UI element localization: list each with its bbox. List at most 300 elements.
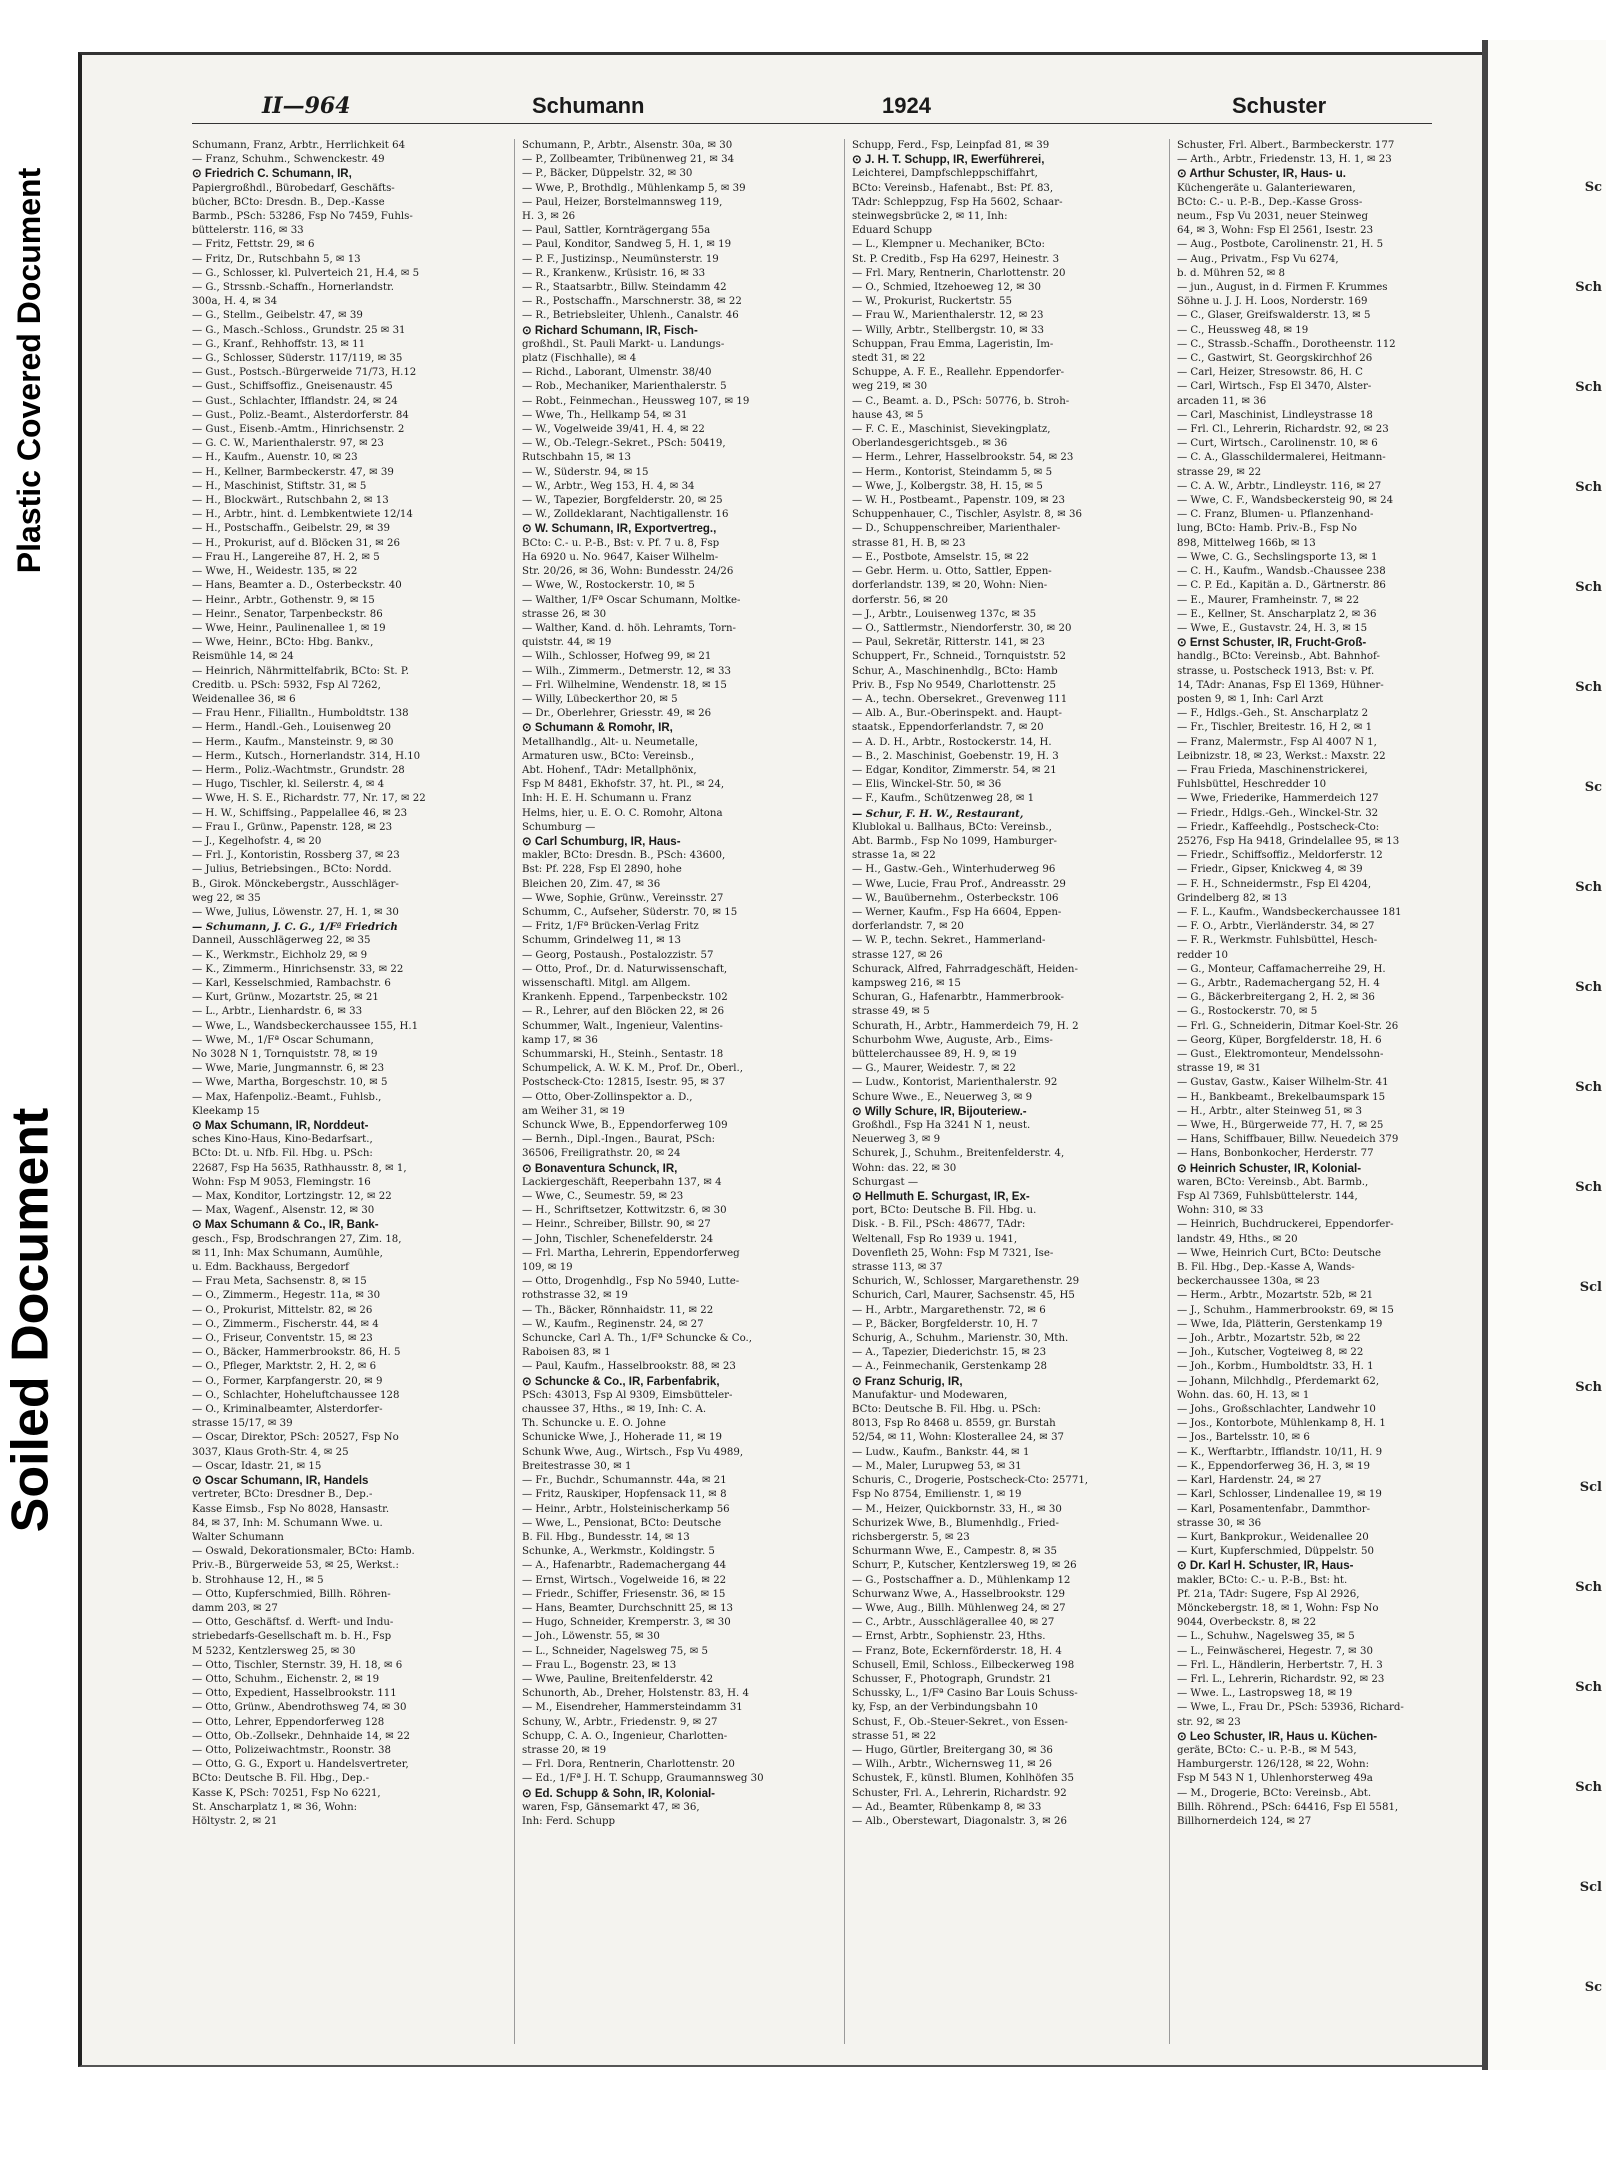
directory-entry: Schurbohm Wwe, Auguste, Arb., Eims- <box>852 1034 1053 1046</box>
directory-entry: Schumpelick, A. W. K. M., Prof. Dr., Oberl., <box>522 1063 744 1075</box>
directory-entry: — C., Glaser, Greifswalderstr. 13, ✉ 5 <box>1177 310 1371 322</box>
directory-entry: — Wwe, H., Weidestr. 135, ✉ 22 <box>192 566 358 578</box>
directory-entry: striebedarfs-Gesellschaft m. b. H., Fsp <box>192 1631 392 1643</box>
directory-entry: Schumm, Grindelweg 11, ✉ 13 <box>522 935 681 947</box>
directory-entry: — Frl. L., Händlerin, Herbertstr. 7, H. 3 <box>1177 1659 1383 1671</box>
directory-entry: Reismühle 14, ✉ 24 <box>192 651 294 663</box>
directory-entry: — H., Arbtr., hint. d. Lembkentwiete 12/14 <box>192 509 413 521</box>
directory-entry: — Hans, Beamter a. D., Osterbeckstr. 40 <box>192 580 402 592</box>
directory-entry: Kleekamp 15 <box>192 1105 260 1117</box>
directory-entry: Bleichen 20, Zim. 47, ✉ 36 <box>522 878 661 890</box>
directory-entry: — Frl. Martha, Lehrerin, Eppendorferweg <box>522 1247 740 1259</box>
directory-entry: — Georg, Küper, Borgfelderstr. 18, H. 6 <box>1177 1034 1382 1046</box>
directory-entry: makler, BCto: Dresdn. B., PSch: 43600, <box>522 850 726 862</box>
directory-entry: — O., Schlachter, Hoheluftchaussee 128 <box>192 1389 400 1401</box>
directory-entry: — Wilh., Schlosser, Hofweg 99, ✉ 21 <box>522 651 712 663</box>
directory-entry: — Carl, Heizer, Stresowstr. 86, H. C <box>1177 367 1363 379</box>
directory-entry: — Gust., Postsch.-Bürgerweide 71/73, H.12 <box>192 367 417 379</box>
directory-entry: — Edgar, Konditor, Zimmerstr. 54, ✉ 21 <box>852 764 1057 776</box>
directory-entry: — C. H., Kaufm., Wandsb.-Chaussee 238 <box>1177 566 1386 578</box>
directory-entry: — Walther, Kand. d. höh. Lehramts, Torn- <box>522 622 736 634</box>
directory-entry: — H., Arbtr., alter Steinweg 51, ✉ 3 <box>1177 1105 1363 1117</box>
directory-entry: — Fritz, Rauskiper, Hopfensack 11, ✉ 8 <box>522 1489 727 1501</box>
directory-entry: — C., Heussweg 48, ✉ 19 <box>1177 324 1309 336</box>
directory-entry: — Heinrich, Buchdruckerei, Eppendorfer- <box>1177 1219 1394 1231</box>
directory-entry: ⊙ Max Schumann & Co., IR, Bank- <box>192 1219 379 1232</box>
directory-entry: — E., Postbote, Amselstr. 15, ✉ 22 <box>852 551 1029 563</box>
directory-entry: — Schumann, J. C. G., 1/Fª Friedrich <box>192 921 398 934</box>
directory-entry: geräte, BCto: C.- u. P.-B., ✉ M 543, <box>1177 1744 1357 1756</box>
directory-entry: — G. C. W., Marienthalerstr. 97, ✉ 23 <box>192 438 384 450</box>
directory-entry: — R., Betriebsleiter, Uhlenh., Canalstr. 46 <box>522 310 739 322</box>
directory-entry: M 5232, Kentzlersweg 25, ✉ 30 <box>192 1645 356 1657</box>
directory-entry: Schunk Wwe, Aug., Wirtsch., Fsp Vu 4989, <box>522 1446 744 1458</box>
directory-entry: — Wwe, Heinr., Paulinenallee 1, ✉ 19 <box>192 622 386 634</box>
directory-entry: — C., Arbtr., Ausschlägerallee 40, ✉ 27 <box>852 1617 1055 1629</box>
directory-entry: — Ernst, Arbtr., Sophienstr. 23, Hths. <box>852 1631 1046 1643</box>
directory-entry: — Johs., Großschlachter, Landwehr 10 <box>1177 1404 1376 1416</box>
column-1 <box>192 139 507 2044</box>
directory-entry: Schustek, F., künstl. Blumen, Kohlhöfen 35 <box>852 1773 1074 1785</box>
directory-entry: — Ad., Beamter, Rübenkamp 8, ✉ 33 <box>852 1801 1042 1813</box>
directory-page <box>78 52 1484 2067</box>
directory-entry: Schuppan, Frau Emma, Lageristin, Im- <box>852 338 1054 350</box>
directory-entry: — Herm., Kutsch., Hornerlandstr. 314, H.10 <box>192 750 421 762</box>
directory-entry: ⊙ Oscar Schumann, IR, Handels <box>192 1475 369 1488</box>
directory-entry: rothstrasse 32, ✉ 19 <box>522 1290 628 1302</box>
directory-entry: — O., Zimmerm., Hegestr. 11a, ✉ 30 <box>192 1290 381 1302</box>
directory-entry: — Karl, Schlosser, Lindenallee 19, ✉ 19 <box>1177 1489 1382 1501</box>
directory-entry: Str. 20/26, ✉ 36, Wohn: Bundesstr. 24/26 <box>522 566 734 578</box>
directory-entry: Höltystr. 2, ✉ 21 <box>192 1815 278 1827</box>
directory-entry: — H., Blockwärt., Rutschbahn 2, ✉ 13 <box>192 495 389 507</box>
directory-entry: 9044, Overbeckstr. 8, ✉ 22 <box>1177 1617 1317 1629</box>
adjacent-page-fragment: Sch <box>1575 880 1602 895</box>
directory-entry: dorferlandstr. 139, ✉ 20, Wohn: Nien- <box>852 580 1048 592</box>
directory-entry: — H., Schriftsetzer, Kottwitzstr. 6, ✉ 30 <box>522 1205 727 1217</box>
directory-entry: — O., Former, Karpfangerstr. 20, ✉ 9 <box>192 1375 383 1387</box>
directory-entry: 8013, Fsp Ro 8468 u. 8559, gr. Burstah <box>852 1418 1056 1430</box>
directory-entry: — C. P. Ed., Kapitän a. D., Gärtnerstr. 86 <box>1177 580 1386 592</box>
directory-entry: PSch: 43013, Fsp Al 9309, Eimsbütteler- <box>522 1389 733 1401</box>
directory-entry: — Wwe, M., 1/Fª Oscar Schumann, <box>192 1034 374 1046</box>
directory-entry: — O., Schmied, Itzehoeweg 12, ✉ 30 <box>852 282 1042 294</box>
directory-entry: — Herm., Kaufm., Mansteinstr. 9, ✉ 30 <box>192 736 394 748</box>
directory-entry: — Curt, Wirtsch., Carolinenstr. 10, ✉ 6 <box>1177 438 1378 450</box>
directory-entry: Eduard Schupp <box>852 225 933 237</box>
directory-entry: — H. W., Schiffsing., Pappelallee 46, ✉ 23 <box>192 807 408 819</box>
directory-entry: 14, TAdr: Ananas, Fsp El 1369, Hühner- <box>1177 679 1384 691</box>
directory-entry: — Fr., Tischler, Breitestr. 16, H 2, ✉ 1 <box>1177 722 1373 734</box>
directory-entry: BCto: C.- u. P.-B., Dep.-Kasse Gross- <box>1177 196 1363 208</box>
directory-entry: Schumann, Franz, Arbtr., Herrlichkeit 64 <box>192 140 406 151</box>
directory-entry: — Herm., Kontorist, Steindamm 5, ✉ 5 <box>852 466 1053 478</box>
directory-entry: — C. Franz, Blumen- u. Pflanzenhand- <box>1177 509 1374 521</box>
directory-entry: Leibnizstr. 18, ✉ 23, Werkst.: Maxstr. 22 <box>1177 750 1386 762</box>
directory-entry: Schuster, Frl. A., Lehrerin, Richardstr. 92 <box>852 1787 1067 1799</box>
directory-entry: Söhne u. J. J. H. Loos, Norderstr. 169 <box>1177 296 1368 308</box>
directory-entry: — Karl, Kesselschmied, Rambachstr. 6 <box>192 977 391 989</box>
directory-entry: Kasse Eimsb., Fsp No 8028, Hansastr. <box>192 1503 390 1515</box>
directory-entry: Großhdl., Fsp Ha 3241 N 1, neust. <box>852 1120 1031 1132</box>
directory-entry: — Hugo, Tischler, kl. Seilerstr. 4, ✉ 4 <box>192 779 385 791</box>
directory-entry: — Heinr., Schreiber, Billstr. 90, ✉ 27 <box>522 1219 711 1231</box>
directory-entry: — L., Klempner u. Mechaniker, BCto: <box>852 239 1045 251</box>
directory-entry: — Frl. L., Lehrerin, Richardstr. 92, ✉ 23 <box>1177 1673 1385 1685</box>
directory-entry: — H., Prokurist, auf d. Blöcken 31, ✉ 26 <box>192 537 400 549</box>
directory-entry: Schunicke Wwe, J., Hoherade 11, ✉ 19 <box>522 1432 722 1444</box>
directory-entry: — Heinr., Senator, Tarpenbeckstr. 86 <box>192 608 383 620</box>
directory-entry: Krankenh. Eppend., Tarpenbeckstr. 102 <box>522 992 728 1004</box>
directory-entry: — C. A. W., Arbtr., Lindleystr. 116, ✉ 27 <box>1177 480 1382 492</box>
directory-entry: — Aug., Privatm., Fsp Vu 6274, <box>1177 253 1339 265</box>
directory-entry: Rutschbahn 15, ✉ 13 <box>522 452 631 464</box>
directory-entry: — M., Maler, Lurupweg 53, ✉ 31 <box>852 1460 1022 1472</box>
directory-entry: — Joh., Arbtr., Mozartstr. 52b, ✉ 22 <box>1177 1333 1361 1345</box>
directory-entry: — Frl. J., Kontoristin, Rossberg 37, ✉ 23 <box>192 850 400 862</box>
directory-entry: — Gust., Eisenb.-Amtm., Hinrichsenstr. 2 <box>192 424 405 436</box>
directory-entry: Schust, F., Ob.-Steuer-Sekret., von Essen- <box>852 1716 1068 1728</box>
directory-entry: — Rob., Mechaniker, Marienthalerstr. 5 <box>522 381 727 393</box>
directory-entry: waren, Fsp, Gänsemarkt 47, ✉ 36, <box>522 1801 700 1813</box>
directory-entry: — Paul, Sattler, Kornträgergang 55a <box>522 225 711 237</box>
directory-entry: — W., Tapezier, Borgfelderstr. 20, ✉ 25 <box>522 495 723 507</box>
directory-entry: waren, BCto: Vereinsb., Abt. Barmb., <box>1177 1176 1369 1188</box>
directory-entry: — Robt., Feinmechan., Heussweg 107, ✉ 19 <box>522 395 750 407</box>
directory-entry: — Carl, Wirtsch., Fsp El 3470, Alster- <box>1177 381 1372 393</box>
directory-entry: — Gust., Schiffsoffiz., Gneisenaustr. 45 <box>192 381 393 393</box>
directory-entry: — F., Kaufm., Schützenweg 28, ✉ 1 <box>852 793 1035 805</box>
directory-entry: — Walther, 1/Fª Oscar Schumann, Moltke- <box>522 594 741 606</box>
directory-entry: Schusell, Emil, Schloss., Eilbeckerweg 198 <box>852 1659 1075 1671</box>
directory-entry: — John, Tischler, Schenefelderstr. 24 <box>522 1233 714 1245</box>
directory-entry: — M., Eisendreher, Hammersteindamm 31 <box>522 1702 743 1714</box>
directory-entry: — O., Friseur, Conventstr. 15, ✉ 23 <box>192 1333 373 1345</box>
directory-entry: makler, BCto: C.- u. P.-B., Bst: ht. <box>1177 1574 1348 1586</box>
directory-entry: Schurack, Alfred, Fahrradgeschäft, Heiden- <box>852 963 1078 975</box>
directory-entry: ⊙ Bonaventura Schunck, IR, <box>522 1162 678 1175</box>
directory-entry: Schurig, A., Schuhm., Marienstr. 30, Mth. <box>852 1333 1069 1345</box>
directory-entry: — Gust., Schlachter, Ifflandstr. 24, ✉ 24 <box>192 395 398 407</box>
directory-entry: Wohn. das. 60, H. 13, ✉ 1 <box>1177 1389 1310 1401</box>
directory-entry: Fsp M 543 N 1, Uhlenhorsterweg 49a <box>1177 1773 1373 1785</box>
directory-entry: 22687, Fsp Ha 5635, Rathhausstr. 8, ✉ 1, <box>192 1162 407 1174</box>
directory-entry: — Frl. Cl., Lehrerin, Richardstr. 92, ✉ 23 <box>1177 424 1389 436</box>
directory-entry: — F. L., Kaufm., Wandsbeckerchaussee 181 <box>1177 906 1402 918</box>
directory-entry: 36506, Freiligrathstr. 20, ✉ 24 <box>522 1148 681 1160</box>
directory-entry: 52/54, ✉ 11, Wohn: Klosterallee 24, ✉ 37 <box>852 1432 1065 1444</box>
directory-entry: — C., Strassb.-Schaffn., Dorotheenstr. 112 <box>1177 338 1396 350</box>
directory-entry: Schuris, C., Drogerie, Postscheck-Cto: 25771, <box>852 1475 1089 1487</box>
directory-entry: 898, Mittelweg 166b, ✉ 13 <box>1177 537 1316 549</box>
directory-entry: St. P. Creditb., Fsp Ha 6297, Heinestr. 3 <box>852 253 1060 265</box>
directory-entry: — Wwe, J., Kolbergstr. 38, H. 15, ✉ 5 <box>852 480 1043 492</box>
directory-entry: Küchengeräte u. Galanteriewaren, <box>1177 182 1356 194</box>
directory-entry: Priv. B., Fsp No 9549, Charlottenstr. 25 <box>852 679 1056 691</box>
directory-entry: landstr. 49, Hths., ✉ 20 <box>1177 1233 1298 1245</box>
directory-entry: Schur, A., Maschinenhdlg., BCto: Hamb <box>852 665 1058 677</box>
directory-entry: ⊙ Willy Schure, IR, Bijouteriew.- <box>852 1105 1027 1118</box>
directory-entry: — A., Hafenarbtr., Rademachergang 44 <box>522 1560 727 1572</box>
directory-entry: — Friedr., Schiffsoffiz., Meldorferstr. 12 <box>1177 850 1383 862</box>
directory-entry: Schupp, Ferd., Fsp, Leinpfad 81, ✉ 39 <box>852 140 1050 151</box>
directory-entry: — G., Bäckerbreitergang 2, H. 2, ✉ 36 <box>1177 992 1375 1004</box>
directory-entry: — Gustav, Gastw., Kaiser Wilhelm-Str. 41 <box>1177 1077 1389 1089</box>
directory-entry: — Oswald, Dekorationsmaler, BCto: Hamb. <box>192 1546 415 1558</box>
directory-entry: — Fritz, 1/Fª Brücken-Verlag Fritz <box>522 921 699 933</box>
plastic-covered-document-label: Plastic Covered Document <box>11 167 48 573</box>
adjacent-page-fragment: Sch <box>1575 680 1602 695</box>
directory-entry: Schuncke, Carl A. Th., 1/Fª Schuncke & Co., <box>522 1333 752 1345</box>
directory-entry: Billhornerdeich 124, ✉ 27 <box>1177 1815 1312 1827</box>
directory-entry: — Wwe, Aug., Billh. Mühlenweg 24, ✉ 27 <box>852 1602 1066 1614</box>
directory-entry: — W. P., techn. Sekret., Hammerland- <box>852 935 1046 947</box>
directory-entry: ⊙ Max Schumann, IR, Norddeut- <box>192 1120 369 1133</box>
directory-entry: — Herm., Poliz.-Wachtmstr., Grundstr. 28 <box>192 764 405 776</box>
directory-entry: — Wwe, Heinrich Curt, BCto: Deutsche <box>1177 1247 1382 1259</box>
directory-entry: — L., Schuhw., Nagelsweg 35, ✉ 5 <box>1177 1631 1355 1643</box>
adjacent-page-fragment: Sch <box>1575 1580 1602 1595</box>
directory-entry: — Otto, Schuhm., Eichenstr. 2, ✉ 19 <box>192 1673 380 1685</box>
adjacent-page-fragment: Sch <box>1575 1780 1602 1795</box>
directory-entry: — Otto, Kupferschmied, Billh. Röhren- <box>192 1588 391 1600</box>
directory-entry: — J., Arbtr., Louisenweg 137c, ✉ 35 <box>852 608 1037 620</box>
directory-entry: Schuster, Frl. Albert., Barmbeckerstr. 177 <box>1177 140 1395 151</box>
directory-entry: ky, Fsp, an der Verbindungsbahn 10 <box>852 1702 1038 1714</box>
directory-entry: — Alb., Oberstewart, Diagonalstr. 3, ✉ 26 <box>852 1815 1067 1827</box>
directory-entry: 84, ✉ 37, Inh: M. Schumann Wwe. u. <box>192 1517 383 1529</box>
directory-entry: — Otto, G. G., Export u. Handelsvertreter, <box>192 1759 409 1771</box>
directory-entry: — G., Kranf., Rehhoffstr. 13, ✉ 11 <box>192 338 366 350</box>
directory-entry: 64, ✉ 3, Wohn: Fsp El 2561, Isestr. 23 <box>1177 225 1374 237</box>
directory-entry: Schurath, H., Arbtr., Hammerdeich 79, H. 2 <box>852 1020 1079 1032</box>
directory-entry: — Frau L., Bogenstr. 23, ✉ 13 <box>522 1659 677 1671</box>
column-divider <box>844 139 845 2044</box>
directory-entry: — A., Tapezier, Diederichstr. 15, ✉ 23 <box>852 1347 1047 1359</box>
directory-entry: ⊙ Ernst Schuster, IR, Frucht-Groß- <box>1177 637 1367 650</box>
directory-entry: — C., Gastwirt, St. Georgskirchhof 26 <box>1177 353 1373 365</box>
directory-entry: — Willy, Lübeckerthor 20, ✉ 5 <box>522 693 678 705</box>
directory-entry: — Otto, Prof., Dr. d. Naturwissenschaft, <box>522 963 728 975</box>
directory-entry: Hamburgerstr. 126/128, ✉ 22, Wohn: <box>1177 1759 1370 1771</box>
directory-entry: — Kurt, Bankprokur., Weidenallee 20 <box>1177 1531 1369 1543</box>
directory-entry: Wohn: 310, ✉ 33 <box>1177 1205 1264 1217</box>
directory-entry: — Kurt, Grünw., Mozartstr. 25, ✉ 21 <box>192 992 379 1004</box>
directory-entry: — Gebr. Herm. u. Otto, Sattler, Eppen- <box>852 566 1052 578</box>
directory-entry: am Weiher 31, ✉ 19 <box>522 1105 625 1117</box>
directory-entry: — Franz, Bote, Eckernförderstr. 18, H. 4 <box>852 1645 1062 1657</box>
directory-entry: — Otto, Ob.-Zollsekr., Dehnhaide 14, ✉ 22 <box>192 1730 410 1742</box>
directory-entry: — M., Heizer, Quickbornstr. 33, H., ✉ 30 <box>852 1503 1062 1515</box>
directory-entry: — H., Postschaffn., Geibelstr. 29, ✉ 39 <box>192 523 390 535</box>
header-year: 1924 <box>882 93 931 118</box>
directory-entry: — Alb. A., Bur.-Oberinspekt. and. Haupt- <box>852 708 1062 720</box>
directory-entry: Schurgast — <box>852 1176 919 1188</box>
directory-entry: — Joh., Korbm., Humboldtstr. 33, H. 1 <box>1177 1361 1374 1373</box>
directory-entry: ⊙ Richard Schumann, IR, Fisch- <box>522 324 698 337</box>
directory-entry: — Jos., Kontorbote, Mühlenkamp 8, H. 1 <box>1177 1418 1386 1430</box>
column-divider <box>514 139 515 2044</box>
directory-entry: — Frau Meta, Sachsenstr. 8, ✉ 15 <box>192 1276 367 1288</box>
directory-entry: Schummer, Walt., Ingenieur, Valentins- <box>522 1020 723 1032</box>
directory-entry: — Otto, Lehrer, Eppendorferweg 128 <box>192 1716 385 1728</box>
directory-entry: — Wwe, L., Frau Dr., PSch: 53936, Richard- <box>1177 1702 1404 1714</box>
directory-entry: ⊙ J. H. T. Schupp, IR, Ewerführerei, <box>852 154 1045 167</box>
directory-entry: — Herm., Arbtr., Mozartstr. 52b, ✉ 21 <box>1177 1290 1374 1302</box>
directory-entry: — J., Kegelhofstr. 4, ✉ 20 <box>192 835 322 847</box>
adjacent-page-fragment: Scl <box>1579 1280 1602 1295</box>
directory-entry: posten 9, ✉ 1, Inh: Carl Arzt <box>1177 693 1324 705</box>
directory-entry: — Gust., Poliz.-Beamt., Alsterdorferstr. 84 <box>192 409 409 421</box>
directory-entry: Schuran, G., Hafenarbtr., Hammerbrook- <box>852 992 1064 1004</box>
directory-entry: — H., Bankbeamt., Brekelbaumspark 15 <box>1177 1091 1386 1103</box>
directory-entry: TAdr: Schleppzug, Fsp Ha 5602, Schaar- <box>852 196 1063 208</box>
directory-entry: Schunorth, Ab., Dreher, Holstenstr. 83, H. 4 <box>522 1688 749 1700</box>
directory-entry: — H., Arbtr., Margarethenstr. 72, ✉ 6 <box>852 1304 1046 1316</box>
directory-entry: — Max, Wagenf., Alsenstr. 12, ✉ 30 <box>192 1205 375 1217</box>
adjacent-page-fragment: Sc <box>1584 1980 1602 1995</box>
directory-entry: richsbergerstr. 5, ✉ 23 <box>852 1531 970 1543</box>
directory-entry: strasse 15/17, ✉ 39 <box>192 1418 293 1430</box>
directory-entry: strasse 127, ✉ 26 <box>852 949 943 961</box>
directory-entry: — Frl. Mary, Rentnerin, Charlottenstr. 20 <box>852 267 1066 279</box>
directory-entry: — Wwe, L., Pensionat, BCto: Deutsche <box>522 1517 722 1529</box>
directory-entry: weg 219, ✉ 30 <box>852 381 928 393</box>
directory-entry: Schuny, W., Arbtr., Friedenstr. 9, ✉ 27 <box>522 1716 718 1728</box>
adjacent-page-fragment: Sc <box>1584 180 1602 195</box>
directory-entry: Dovenfleth 25, Wohn: Fsp M 7321, Ise- <box>852 1247 1054 1259</box>
directory-entry: — Werner, Kaufm., Fsp Ha 6604, Eppen- <box>852 906 1062 918</box>
directory-entry: — Joh., Löwenstr. 55, ✉ 30 <box>522 1631 660 1643</box>
directory-entry: — Frl. Dora, Rentnerin, Charlottenstr. 20 <box>522 1759 735 1771</box>
directory-entry: ⊙ Schuncke & Co., IR, Farbenfabrik, <box>522 1375 720 1388</box>
column-4 <box>1177 139 1492 2044</box>
directory-entry: — Julius, Betriebsingen., BCto: Nordd. <box>192 864 392 876</box>
directory-entry: — Frl. Wilhelmine, Wendenstr. 18, ✉ 15 <box>522 679 727 691</box>
directory-entry: Neuerweg 3, ✉ 9 <box>852 1134 941 1146</box>
directory-entry: — G., Maurer, Weidestr. 7, ✉ 22 <box>852 1063 1016 1075</box>
directory-entry: — H., Maschinist, Stiftstr. 31, ✉ 5 <box>192 480 367 492</box>
directory-entry: gesch., Fsp, Brodschrangen 27, Zim. 18, <box>192 1233 402 1245</box>
directory-entry: ⊙ Leo Schuster, IR, Haus u. Küchen- <box>1177 1730 1378 1743</box>
directory-entry: Raboisen 83, ✉ 1 <box>522 1347 611 1359</box>
directory-entry: — O., Bäcker, Hammerbrookstr. 86, H. 5 <box>192 1347 401 1359</box>
directory-entry: — W., Süderstr. 94, ✉ 15 <box>522 466 649 478</box>
directory-entry: neum., Fsp Vu 2031, neuer Steinweg <box>1177 211 1368 223</box>
directory-entry: Ha 6920 u. No. 9647, Kaiser Wilhelm- <box>522 551 719 563</box>
directory-entry: strasse 51, ✉ 22 <box>852 1730 937 1742</box>
directory-entry: ✉ 11, Inh: Max Schumann, Aumühle, <box>192 1247 383 1259</box>
directory-entry: — K., Zimmerm., Hinrichsenstr. 33, ✉ 22 <box>192 963 404 975</box>
directory-entry: — C. A., Glasschildermalerei, Heitmann- <box>1177 452 1386 464</box>
directory-entry: — Wwe, C. F., Wandsbeckersteig 90, ✉ 24 <box>1177 495 1394 507</box>
directory-entry: — Fr., Buchdr., Schumannstr. 44a, ✉ 21 <box>522 1475 727 1487</box>
directory-entry: Barmb., PSch: 53286, Fsp No 7459, Fuhls- <box>192 211 413 223</box>
directory-entry: — D., Schuppenschreiber, Marienthaler- <box>852 523 1061 535</box>
directory-entry: — Heinr., Arbtr., Gothenstr. 9, ✉ 15 <box>192 594 375 606</box>
directory-entry: BCto: Deutsche B. Fil. Hbg. u. PSch: <box>852 1404 1041 1416</box>
directory-entry: strasse 49, ✉ 5 <box>852 1006 930 1018</box>
directory-entry: — Paul, Kaufm., Hasselbrookstr. 88, ✉ 23 <box>522 1361 736 1373</box>
directory-entry: — R., Postschaffn., Marschnerstr. 38, ✉ 22 <box>522 296 742 308</box>
directory-entry: großhdl., St. Pauli Markt- u. Landungs- <box>522 338 725 350</box>
directory-entry: — B., 2. Maschinist, Goebenstr. 19, H. 3 <box>852 750 1059 762</box>
directory-entry: — G., Arbtr., Rademachergang 52, H. 4 <box>1177 977 1380 989</box>
directory-entry: strasse 30, ✉ 36 <box>1177 1517 1262 1529</box>
directory-entry: — G., Monteur, Caffamacherreihe 29, H. <box>1177 963 1386 975</box>
directory-entry: — R., Lehrer, auf den Blöcken 22, ✉ 26 <box>522 1006 725 1018</box>
directory-entry: Postscheck-Cto: 12815, Isestr. 95, ✉ 37 <box>522 1077 726 1089</box>
directory-entry: Metallhandlg., Alt- u. Neumetalle, <box>522 736 698 748</box>
directory-entry: Weltenall, Fsp Ro 1939 u. 1941, <box>852 1233 1018 1245</box>
header-last-name: Schuster <box>1232 93 1327 118</box>
directory-entry: — P., Bäcker, Borgfelderstr. 10, H. 7 <box>852 1318 1038 1330</box>
directory-entry: — Kurt, Kupferschmied, Düppelstr. 50 <box>1177 1546 1374 1558</box>
header-first-name: Schumann <box>532 93 645 118</box>
directory-entry: ⊙ Hellmuth E. Schurgast, IR, Ex- <box>852 1191 1030 1204</box>
directory-entry: — Georg, Postaush., Postalozzistr. 57 <box>522 949 714 961</box>
directory-entry: Schummarski, H., Steinh., Sentastr. 18 <box>522 1049 724 1060</box>
directory-entry: — G., Schlosser, kl. Pulverteich 21, H.4, ✉ 5 <box>192 267 420 279</box>
directory-entry: — Schur, F. H. W., Restaurant, <box>852 807 1024 820</box>
directory-entry: — C., Beamt. a. D., PSch: 50776, b. Stroh- <box>852 395 1070 407</box>
directory-entry: stedt 31, ✉ 22 <box>852 353 926 365</box>
directory-entry: strasse 26, ✉ 30 <box>522 608 607 620</box>
directory-entry: Disk. - B. Fil., PSch: 48677, TAdr: <box>852 1219 1026 1231</box>
directory-entry: — F. O., Arbtr., Vierländerstr. 34, ✉ 27 <box>1177 921 1375 933</box>
directory-entry: — Elis, Winckel-Str. 50, ✉ 36 <box>852 779 1002 791</box>
directory-entry: — H., Kellner, Barmbeckerstr. 47, ✉ 39 <box>192 466 394 478</box>
directory-entry: — Aug., Postbote, Carolinenstr. 21, H. 5 <box>1177 239 1384 251</box>
directory-entry: chaussee 37, Hths., ✉ 19, Inh: C. A. <box>522 1404 707 1416</box>
directory-entry: Schurich, W., Schlosser, Margarethenstr. 29 <box>852 1276 1080 1288</box>
directory-entry: — F. H., Schneidermstr., Fsp El 4204, <box>1177 878 1372 890</box>
directory-entry: — Wwe, E., Gustavstr. 24, H. 3, ✉ 15 <box>1177 622 1368 634</box>
directory-entry: — Wwe, Martha, Borgeschstr. 10, ✉ 5 <box>192 1077 388 1089</box>
directory-entry: — Wwe, Pauline, Breitenfelderstr. 42 <box>522 1673 714 1685</box>
directory-entry: Danneil, Ausschlägerweg 22, ✉ 35 <box>192 935 371 947</box>
directory-entry: — W., Zolldeklarant, Nachtigallenstr. 16 <box>522 509 729 521</box>
adjacent-page-fragment: Sch <box>1575 280 1602 295</box>
directory-entry: — Wilh., Zimmerm., Detmerstr. 12, ✉ 33 <box>522 665 732 677</box>
directory-entry: — H., Gastw.-Geh., Winterhuderweg 96 <box>852 864 1056 876</box>
directory-entry: strasse 113, ✉ 37 <box>852 1262 943 1274</box>
directory-entry: — Wwe, C., Seumestr. 59, ✉ 23 <box>522 1191 684 1203</box>
directory-entry: — A., Feinmechanik, Gerstenkamp 28 <box>852 1361 1047 1373</box>
directory-entry: ⊙ Franz Schurig, IR, <box>852 1375 963 1388</box>
directory-entry: ⊙ Heinrich Schuster, IR, Kolonial- <box>1177 1162 1362 1175</box>
directory-entry: vertreter, BCto: Dresdner B., Dep.- <box>192 1489 373 1501</box>
directory-entry: B. Fil. Hbg., Dep.-Kasse A, Wands- <box>1177 1262 1355 1274</box>
directory-entry: — Max, Hafenpoliz.-Beamt., Fuhlsb., <box>192 1091 382 1103</box>
directory-entry: Inh: Ferd. Schupp <box>522 1815 616 1827</box>
directory-entry: — Wwe, H., Bürgerweide 77, H. 7, ✉ 25 <box>1177 1120 1384 1132</box>
directory-entry: — Otto, Drogenhdlg., Fsp No 5940, Lutte- <box>522 1276 740 1288</box>
directory-entry: Papiergroßhdl., Bürobedarf, Geschäfts- <box>192 182 395 194</box>
directory-entry: ⊙ Ed. Schupp & Sohn, IR, Kolonial- <box>522 1787 715 1800</box>
directory-entry: Pf. 21a, TAdr: Sugere, Fsp Al 2926, <box>1177 1588 1360 1600</box>
directory-entry: — G., Strssnb.-Schaffn., Hornerlandstr. <box>192 282 394 294</box>
directory-entry: strasse 29, ✉ 22 <box>1177 466 1262 478</box>
directory-entry: ⊙ Carl Schumburg, IR, Haus- <box>522 835 681 848</box>
directory-entry: Schurmann Wwe, E., Campestr. 8, ✉ 35 <box>852 1546 1057 1558</box>
directory-entry: str. 92, ✉ 23 <box>1177 1716 1241 1728</box>
directory-entry: b. d. Mühren 52, ✉ 8 <box>1177 267 1285 279</box>
directory-entry: — Ludw., Kontorist, Marienthalerstr. 92 <box>852 1077 1058 1089</box>
directory-entry: — L., Feinwäscherei, Hegestr. 7, ✉ 30 <box>1177 1645 1373 1657</box>
directory-entry: Inh: H. E. H. Schumann u. Franz <box>522 793 692 805</box>
directory-entry: — Wwe, Th., Hellkamp 54, ✉ 31 <box>522 409 688 421</box>
